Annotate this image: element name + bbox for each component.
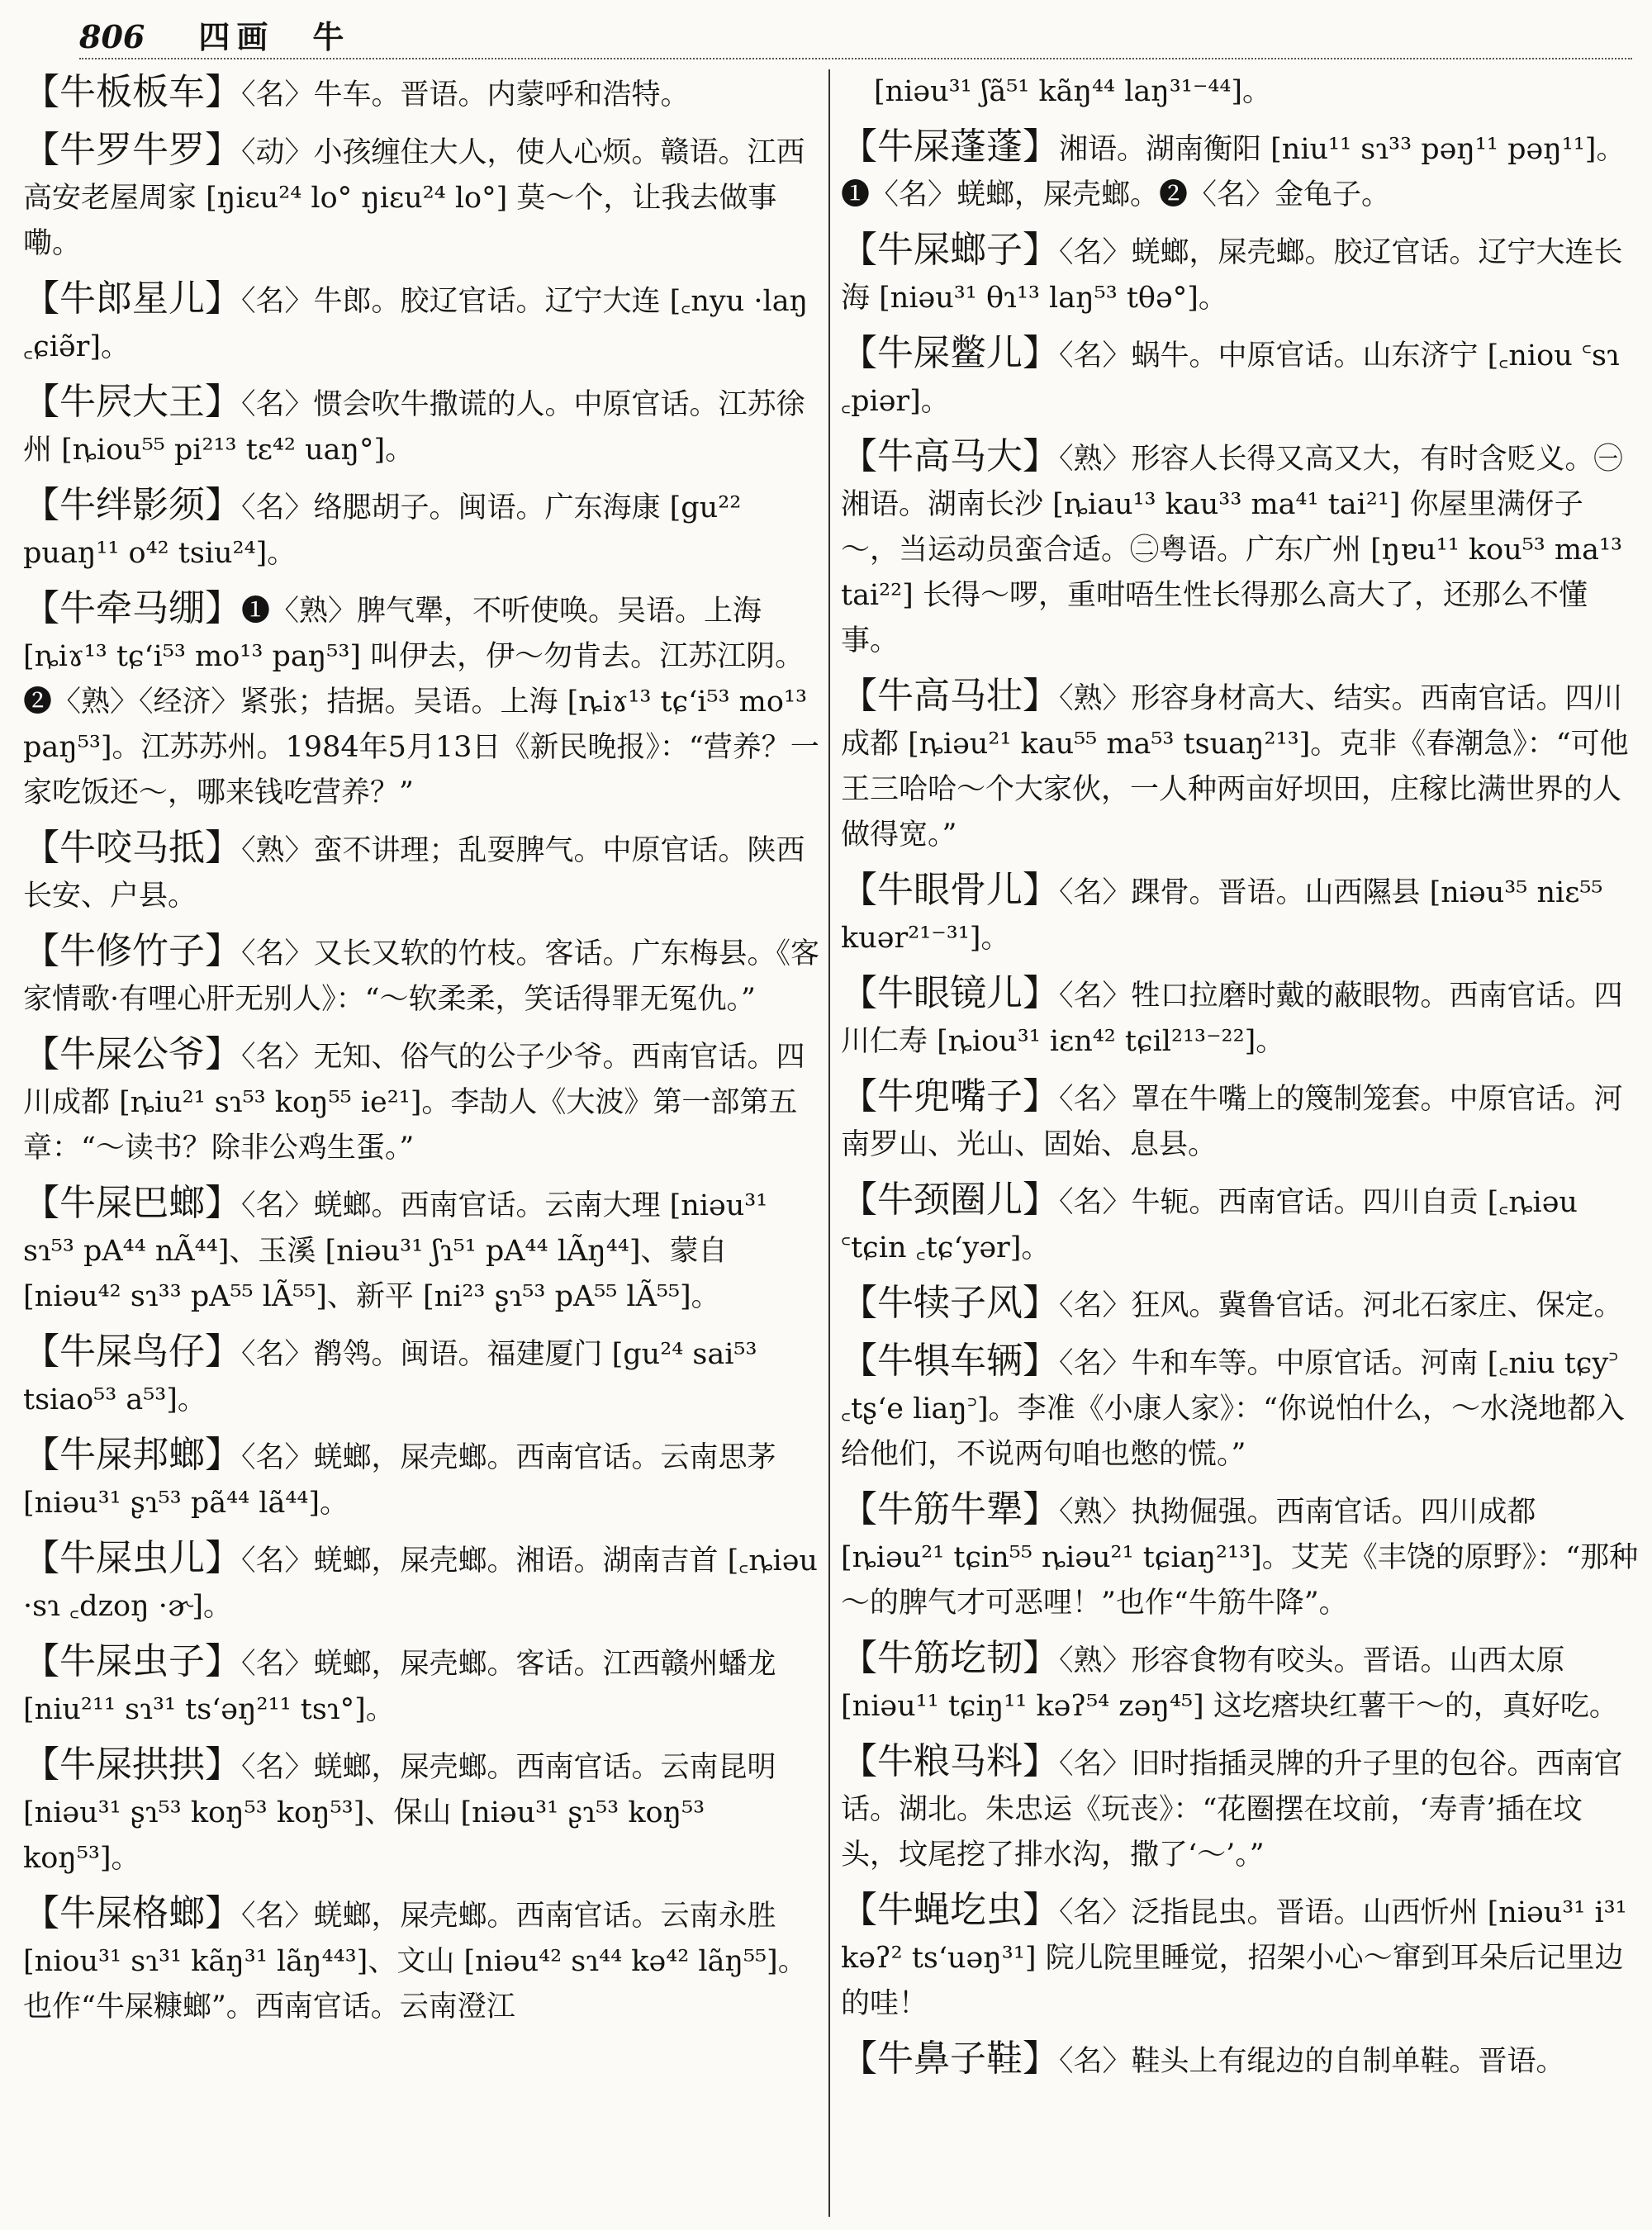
dictionary-entry <box>23 1639 821 1733</box>
entry-headword: 【牛眼镜儿】 <box>841 972 1059 1014</box>
entry-headword: 【牛高马壮】 <box>841 675 1059 717</box>
continued-text: [niəu³¹ ʃã⁵¹ kãŋ⁴⁴ laŋ³¹⁻⁴⁴]。 <box>874 75 1272 108</box>
entry-definition: 〈名〉踝骨。晋语。山西隰县 [niəu³⁵ niɛ⁵⁵ kuər²¹⁻³¹]。 <box>841 876 1603 955</box>
dictionary-entry <box>23 69 821 118</box>
entry-headword: 【牛高马大】 <box>841 435 1059 477</box>
entry-definition: ❶〈熟〉脾气犟，不听使唤。吴语。上海 [ȵiɤ¹³ tɕʻi⁵³ mo¹³ paŋ⁵³] 叫伊去，伊～勿肯去。江苏江阴。❷〈熟〉〈经济〉紧张；拮据。吴语。上海 [ȵiɤ¹³ tɕʻi⁵³ mo¹³ paŋ⁵³]。江苏苏州。1984年5月13日《新民晚报》：“营养？一家吃饭还～，哪来钱吃营养？” <box>23 595 819 809</box>
left-column <box>23 69 821 2217</box>
entry-definition: 〈熟〉形容食物有咬头。晋语。山西太原 [niəu¹¹ tɕiŋ¹¹ kəʔ⁵⁴ zəŋ⁴⁵] 这圪瘩块红薯干～的，真好吃。 <box>841 1644 1618 1723</box>
dictionary-entry <box>23 482 821 576</box>
dictionary-entry <box>23 276 821 370</box>
dictionary-entry <box>23 928 821 1022</box>
entry-definition: 〈名〉又长又软的竹枝。客话。广东梅县。《客家情歌·有哩心肝无别人》：“～软柔柔，笑话得罪无冤仇。” <box>23 937 820 1016</box>
dictionary-entry <box>841 1074 1639 1168</box>
column-divider <box>828 69 830 2217</box>
dictionary-entry <box>841 1177 1639 1271</box>
entry-definition: 〈名〉蜣螂，屎壳螂。西南官话。云南永胜 [niou³¹ sɿ³¹ kãŋ³¹ lãŋ⁴⁴³]、文山 [niəu⁴² sɿ⁴⁴ kə⁴² lãŋ⁵⁵]。也作“牛屎糠螂”。西南官话。云南澄江 <box>23 1900 807 2024</box>
dictionary-entry <box>23 1180 821 1320</box>
dictionary-entry <box>841 434 1639 664</box>
entry-definition: 〈名〉络腮胡子。闽语。广东海康 [gu²² puaŋ¹¹ o⁴² tsiu²⁴]。 <box>23 491 742 570</box>
entry-headword: 【牛修竹子】 <box>23 930 241 972</box>
dictionary-entry <box>841 227 1639 321</box>
dictionary-entry <box>23 379 821 473</box>
dictionary-entry <box>841 1739 1639 1878</box>
entry-headword: 【牛蝇圪虫】 <box>841 1889 1059 1931</box>
entry-definition: 〈名〉旧时指插灵牌的升子里的包谷。西南官话。湖北。朱忠运《玩丧》：“花圈摆在坟前，‘寿青’插在坟头，坟尾挖了排水沟，撒了‘～’。” <box>841 1748 1623 1872</box>
entry-definition: 〈名〉泛指昆虫。晋语。山西忻州 [niəu³¹ i³¹ kəʔ² tsʻuəŋ³¹] 院儿院里睡觉，招架小心～窜到耳朵后记里边的哇！ <box>841 1896 1627 2020</box>
entry-definition: 〈名〉狂风。冀鲁官话。河北石家庄、保定。 <box>1059 1289 1623 1322</box>
dictionary-entry <box>841 1487 1639 1626</box>
entry-headword: 【牛屎邦螂】 <box>23 1434 241 1476</box>
entry-definition: 〈名〉罩在牛嘴上的篾制笼套。中原官话。河南罗山、光山、固始、息县。 <box>841 1083 1623 1161</box>
dictionary-entry <box>841 673 1639 858</box>
page-number: 806 <box>79 18 145 55</box>
entry-headword: 【牛犋车辆】 <box>841 1340 1059 1382</box>
entry-headword: 【牛鼻子鞋】 <box>841 2038 1059 2080</box>
entry-definition: 〈名〉牲口拉磨时戴的蔽眼物。西南官话。四川仁寿 [ȵiou³¹ iɛn⁴² tɕil²¹³⁻²²]。 <box>841 980 1623 1058</box>
entry-definition: 〈名〉蜣螂，屎壳螂。西南官话。云南昆明 [niəu³¹ ʂɿ⁵³ koŋ⁵³ koŋ⁵³]、保山 [niəu³¹ ʂɿ⁵³ koŋ⁵³ koŋ⁵³]。 <box>23 1751 776 1875</box>
entry-headword: 【牛屄大王】 <box>23 381 241 423</box>
entry-headword: 【牛绊影须】 <box>23 484 241 526</box>
entry-definition: 〈名〉蜣螂。西南官话。云南大理 [niəu³¹ sɿ⁵³ pA⁴⁴ nÃ⁴⁴]、玉溪 [niəu³¹ ʃɿ⁵¹ pA⁴⁴ lÃŋ⁴⁴]、蒙自 [niəu⁴² sɿ³³ pA⁵⁵ lÃ⁵⁵]、新平 [ni²³ ʂɿ⁵³ pA⁵⁵ lÃ⁵⁵]。 <box>23 1189 768 1313</box>
dictionary-entry <box>841 124 1639 218</box>
entry-definition: 〈名〉牛车。晋语。内蒙呼和浩特。 <box>241 78 690 112</box>
entry-definition: 〈熟〉形容身材高大、结实。西南官话。四川成都 [ȵiəu²¹ kau⁵⁵ ma⁵³ tsuaŋ²¹³]。克非《春潮急》：“可他王三哈哈～个大家伙，一人种两亩好坝田，庄稼比满世界的人做得宽。” <box>841 682 1629 852</box>
entry-definition: 〈熟〉形容人长得又高又大，有时含贬义。㊀湘语。湖南长沙 [ȵiau¹³ kau³³ ma⁴¹ tai²¹] 你屋里满伢子～，当运动员蛮合适。㊁粤语。广东广州 [ŋɐu¹¹ kou⁵³ ma¹³ tai²²] 长得～啰，重咁唔生性长得那么高大了，还那么不懂事。 <box>841 443 1623 657</box>
entry-definition: 〈名〉蜗牛。中原官话。山东济宁 [꜀niou ꜂sɿ ꜀piər]。 <box>841 339 1620 418</box>
entry-definition: 〈名〉蜣螂，屎壳螂。湘语。湖南吉首 [꜀ȵiəu ·sɿ ꜀dzoŋ ·ɚ]。 <box>23 1544 818 1623</box>
entry-headword: 【牛颈圈儿】 <box>841 1179 1059 1221</box>
entry-definition: 〈名〉牛和车等。中原官话。河南 [꜀niu tɕy꜄ ꜀tʂʻe liaŋ꜄]。李准《小康人家》：“你说怕什么，～水浇地都入给他们，不说两句咱也憋的慌。” <box>841 1347 1626 1471</box>
dictionary-entry <box>841 1338 1639 1478</box>
entry-definition: 〈动〉小孩缠住大人，使人心烦。赣语。江西高安老屋周家 [ŋiɛu²⁴ lo° ŋiɛu²⁴ lo°] 莫～个，让我去做事嘞。 <box>23 136 805 260</box>
entry-headword: 【牛屎公爷】 <box>23 1033 241 1075</box>
dictionary-entry <box>23 1535 821 1630</box>
entry-headword: 【牛屎鸟仔】 <box>23 1331 241 1373</box>
header-rule <box>79 58 1632 59</box>
dictionary-entry <box>23 127 821 267</box>
right-column <box>841 69 1639 2217</box>
entry-definition: 〈名〉牛郎。胶辽官话。辽宁大连 [꜀nyu ·laŋ ꜀ɕiə̃r]。 <box>23 285 809 363</box>
entry-headword: 【牛屎蓬蓬】 <box>841 126 1059 168</box>
dictionary-entry <box>841 330 1639 425</box>
entry-definition: 〈名〉牛轭。西南官话。四川自贡 [꜀ȵiəu ꜂tɕin ꜀tɕʻyər]。 <box>841 1186 1578 1264</box>
entry-definition: 湘语。湖南衡阳 [niu¹¹ sɿ³³ pəŋ¹¹ pəŋ¹¹]。❶〈名〉蜣螂，屎壳螂。❷〈名〉金龟子。 <box>841 133 1626 211</box>
dictionary-entry <box>841 1635 1639 1729</box>
dictionary-entry <box>23 1432 821 1526</box>
dictionary-entry <box>841 1280 1639 1329</box>
dictionary-entry <box>23 1891 821 2030</box>
entry-headword: 【牛咬马抵】 <box>23 827 241 869</box>
entry-headword: 【牛筋圪韧】 <box>841 1637 1059 1679</box>
entry-headword: 【牛筋牛犟】 <box>841 1488 1059 1530</box>
page-header <box>79 12 1632 61</box>
dictionary-entry <box>23 825 821 919</box>
entry-headword: 【牛屎虫子】 <box>23 1640 241 1682</box>
dictionary-entry <box>841 970 1639 1065</box>
entry-definition: 〈名〉鞋头上有绲边的自制单鞋。晋语。 <box>1059 2045 1565 2078</box>
entry-headword: 【牛郎星儿】 <box>23 278 241 320</box>
dictionary-entry <box>841 1887 1639 2027</box>
dictionary-entry <box>23 1742 821 1881</box>
entry-headword: 【牛屎巴螂】 <box>23 1182 241 1224</box>
entry-headword: 【牛粮马料】 <box>841 1740 1059 1782</box>
entry-headword: 【牛眼骨儿】 <box>841 869 1059 911</box>
entry-headword: 【牛罗牛罗】 <box>23 129 241 171</box>
section-label: 四画 牛 <box>198 18 351 55</box>
entry-headword: 【牛兜嘴子】 <box>841 1075 1059 1117</box>
dictionary-entry <box>841 867 1639 961</box>
entry-definition: 〈名〉鹡鸰。闽语。福建厦门 [gu²⁴ sai⁵³ tsiao⁵³ a⁵³]。 <box>23 1338 757 1416</box>
entry-headword: 【牛屎虫儿】 <box>23 1537 241 1579</box>
dictionary-entry <box>23 1329 821 1423</box>
entry-definition: 〈名〉无知、俗气的公子少爷。西南官话。四川成都 [ȵiu²¹ sɿ⁵³ koŋ⁵⁵ ie²¹]。李劼人《大波》第一部第五章：“～读书？除非公鸡生蛋。” <box>23 1041 805 1165</box>
entry-definition: 〈名〉蜣螂，屎壳螂。客话。江西赣州蟠龙 [niu²¹¹ sɿ³¹ tsʻəŋ²¹¹ tsɿ°]。 <box>23 1648 776 1726</box>
entry-definition: 〈熟〉蛮不讲理；乱耍脾气。中原官话。陕西长安、户县。 <box>23 834 805 913</box>
dictionary-entry <box>23 1032 821 1171</box>
entry-headword: 【牛板板车】 <box>23 71 241 113</box>
entry-headword: 【牛犊子风】 <box>841 1282 1059 1324</box>
entry-headword: 【牛屎格螂】 <box>23 1892 241 1934</box>
entry-headword: 【牛屎螂子】 <box>841 229 1059 271</box>
entry-headword: 【牛屎鳖儿】 <box>841 332 1059 374</box>
entry-definition: 〈名〉蜣螂，屎壳螂。胶辽官话。辽宁大连长海 [niəu³¹ θɿ¹³ laŋ⁵³ tθə°]。 <box>841 236 1623 315</box>
entry-headword: 【牛屎拱拱】 <box>23 1744 241 1786</box>
entry-definition: 〈名〉惯会吹牛撒谎的人。中原官话。江苏徐州 [ȵiou⁵⁵ pi²¹³ tɛ⁴² uaŋ°]。 <box>23 388 805 467</box>
entry-definition: 〈名〉蜣螂，屎壳螂。西南官话。云南思茅 [niəu³¹ ʂɿ⁵³ pã⁴⁴ lã⁴⁴]。 <box>23 1441 776 1520</box>
entry-definition: 〈熟〉执拗倔强。西南官话。四川成都 [ȵiəu²¹ tɕin⁵⁵ ȵiəu²¹ tɕiaŋ²¹³]。艾芜《丰饶的原野》：“那种～的脾气才可恶哩！”也作“牛筋牛降”。 <box>841 1496 1639 1620</box>
dictionary-entry <box>23 586 821 816</box>
dictionary-entry <box>841 2036 1639 2085</box>
entry-headword: 【牛牵马绷】 <box>23 587 241 629</box>
